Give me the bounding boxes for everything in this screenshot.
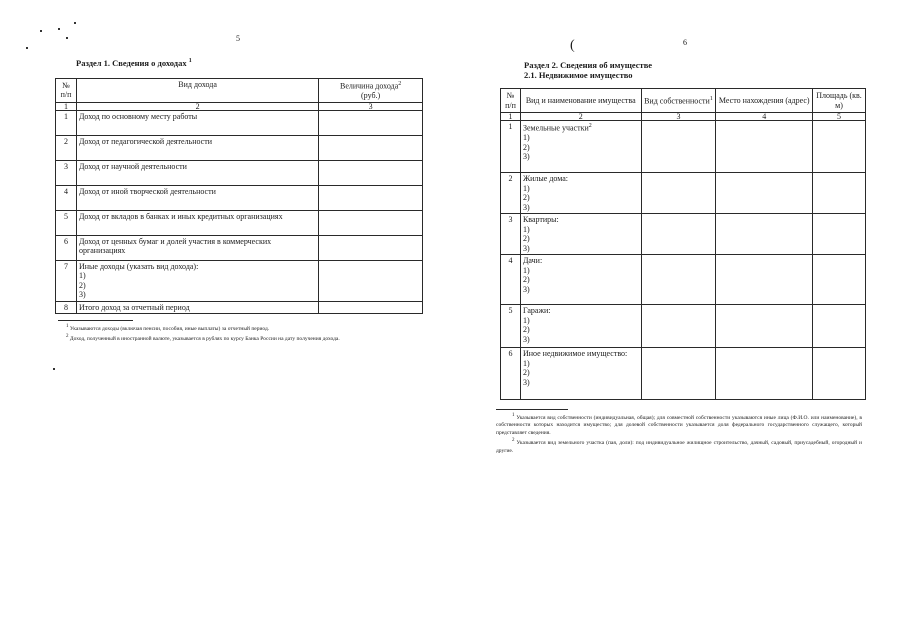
location-cell[interactable]: [716, 305, 813, 348]
header-kind: Вид дохода: [76, 79, 318, 103]
scan-speck: [74, 22, 76, 24]
row-text: [520, 121, 641, 173]
amount-cell[interactable]: [319, 110, 423, 135]
sub-item: 1): [78, 271, 86, 281]
table-row: [501, 348, 866, 400]
footnote-mark: 1: [66, 324, 69, 329]
row-label: Дачи:: [522, 256, 543, 265]
scan-speck: [53, 368, 55, 370]
area-cell[interactable]: [813, 348, 866, 400]
section-title: Раздел 2. Сведения об имуществе: [524, 60, 653, 70]
footnote-text: Указывается вид собственности (индивидуальная, общая); для совместной собственности указываются иные лица (Ф.И.О. или наименование), в собственности которых находится имущество; для долевой собственности указывается доля федерального государственного служащего, который представляет сведения.: [496, 414, 862, 436]
header-ownership: [641, 89, 716, 113]
table-header-row: [56, 79, 423, 103]
index-cell: 1: [56, 102, 77, 110]
row-num: 1: [56, 110, 77, 135]
table-row: [501, 173, 866, 214]
sub-item: 3): [522, 202, 530, 212]
table-row: [56, 235, 423, 260]
stray-mark: (: [570, 38, 575, 53]
row-num: 5: [56, 210, 77, 235]
header-num: № п/п: [501, 89, 521, 113]
amount-cell[interactable]: [319, 135, 423, 160]
row-num: 7: [56, 260, 77, 301]
row-label: Иное недвижимое имущество:: [522, 349, 628, 358]
ownership-cell[interactable]: [641, 214, 716, 255]
footnote: [496, 437, 862, 455]
index-cell: 2: [76, 102, 318, 110]
footnote-mark: 2: [66, 334, 69, 340]
row-text: [520, 255, 641, 305]
location-cell[interactable]: [716, 121, 813, 173]
page-number: 5: [236, 34, 240, 43]
page-number: 6: [683, 38, 687, 47]
row-label: Квартиры:: [522, 215, 559, 224]
index-cell: 4: [716, 113, 813, 121]
row-num: 4: [56, 185, 77, 210]
sub-item: 1): [522, 265, 530, 275]
footnote-text: Доход, полученный в иностранной валюте, указывается в рублях по курсу Банка России на дату получения дохода.: [69, 336, 340, 343]
index-cell: 3: [641, 113, 716, 121]
index-cell: 3: [319, 102, 423, 110]
row-num: 6: [501, 348, 521, 400]
header-location: Место нахождения (адрес): [716, 89, 813, 113]
row-text: Доход по основному месту работы: [76, 110, 318, 135]
sub-item: 2): [522, 368, 530, 377]
ownership-cell[interactable]: [641, 173, 716, 214]
header-num: № п/п: [56, 79, 77, 103]
row-label: Земельные участки: [522, 123, 589, 133]
sub-item: 2): [522, 234, 530, 243]
amount-cell[interactable]: [319, 301, 423, 314]
property-table: [500, 88, 866, 400]
table-row: [56, 135, 423, 160]
area-cell[interactable]: [813, 255, 866, 305]
sub-item: 2): [78, 280, 86, 290]
sub-item: 2): [522, 193, 530, 202]
footnote-ref: 2: [398, 81, 402, 87]
header-amount-text: Величина дохода: [339, 81, 399, 91]
location-cell[interactable]: [716, 255, 813, 305]
amount-cell[interactable]: [319, 185, 423, 210]
footnote-mark: 2: [512, 438, 515, 444]
table-row: [56, 260, 423, 301]
index-row: [501, 113, 866, 121]
sub-item: 3): [522, 243, 530, 253]
row-text: Доход от вкладов в банках и иных кредитных организациях: [76, 210, 318, 235]
sub-item: 3): [78, 290, 86, 300]
footnote: [58, 323, 426, 333]
scan-speck: [66, 37, 68, 39]
index-cell: 1: [501, 113, 521, 121]
footnote: [58, 333, 426, 343]
table-row: [56, 110, 423, 135]
row-text: Итого доход за отчетный период: [76, 301, 318, 314]
footnote: [496, 412, 862, 437]
income-table: [55, 78, 423, 314]
row-label: Жилые дома:: [522, 174, 569, 183]
ownership-cell[interactable]: [641, 305, 716, 348]
area-cell[interactable]: [813, 173, 866, 214]
row-text: [76, 260, 318, 301]
table-row: [501, 305, 866, 348]
index-row: [56, 102, 423, 110]
scan-speck: [26, 47, 28, 49]
row-label: Иные доходы (указать вид дохода):: [78, 261, 199, 271]
index-cell: 2: [520, 113, 641, 121]
table-row: [501, 255, 866, 305]
ownership-cell[interactable]: [641, 255, 716, 305]
table-header-row: [501, 89, 866, 113]
footnote-separator: [58, 320, 133, 321]
row-text: [520, 173, 641, 214]
header-amount: [319, 79, 423, 103]
sub-item: 2): [522, 142, 530, 152]
area-cell[interactable]: [813, 121, 866, 173]
ownership-cell[interactable]: [641, 121, 716, 173]
row-text: Доход от научной деятельности: [76, 160, 318, 185]
footnote-text: Указываются доходы (включая пенсии, пособия, иные выплаты) за отчетный период.: [69, 325, 270, 332]
index-cell: 5: [813, 113, 866, 121]
row-text: Доход от педагогической деятельности: [76, 135, 318, 160]
sub-item: 1): [522, 358, 530, 368]
sub-item: 3): [522, 334, 530, 344]
footnote-separator: [496, 409, 568, 410]
row-text: [520, 305, 641, 348]
area-cell[interactable]: [813, 305, 866, 348]
table-row: [56, 210, 423, 235]
row-num: 2: [501, 173, 521, 214]
row-label: Гаражи:: [522, 306, 551, 315]
table-row: [501, 214, 866, 255]
footnotes: [58, 323, 426, 344]
row-num: 1: [501, 121, 521, 173]
section-title-text: Раздел 1. Сведения о доходах: [76, 57, 187, 68]
amount-cell[interactable]: [319, 235, 423, 260]
amount-cell[interactable]: [319, 160, 423, 185]
sub-item: 3): [522, 377, 530, 387]
sub-item: 1): [522, 224, 530, 234]
header-name: Вид и наименование имущества: [520, 89, 641, 113]
location-cell[interactable]: [716, 348, 813, 400]
header-area: Площадь (кв. м): [813, 89, 866, 113]
footnote-ref: 1: [709, 95, 713, 102]
row-num: 3: [56, 160, 77, 185]
table-row: [56, 185, 423, 210]
row-num: 2: [56, 135, 77, 160]
table-row: [56, 160, 423, 185]
sub-item: 3): [522, 152, 530, 162]
location-cell[interactable]: [716, 214, 813, 255]
row-num: 3: [501, 214, 521, 255]
row-text: Доход от иной творческой деятельности: [76, 185, 318, 210]
scan-speck: [40, 30, 42, 32]
footnote-ref: 1: [188, 58, 192, 64]
header-ownership-text: Вид собственности: [644, 96, 710, 106]
sub-item: 2): [522, 325, 530, 334]
table-row: [56, 301, 423, 314]
sub-item: 2): [522, 275, 530, 284]
scan-speck: [58, 28, 60, 30]
area-cell[interactable]: [813, 214, 866, 255]
row-num: 6: [56, 235, 77, 260]
footnote-text: Указывается вид земельного участка (пая, доли): под индивидуальное жилищное строительство, дачный, садовый, приусадебный, огородный и другие.: [496, 440, 863, 454]
amount-cell[interactable]: [319, 260, 423, 301]
row-text: [520, 214, 641, 255]
table-row: [501, 121, 866, 173]
sub-item: 3): [522, 284, 530, 294]
row-num: 4: [501, 255, 521, 305]
subsection-title: 2.1. Недвижимое имущество: [524, 70, 633, 80]
row-text: [520, 348, 641, 400]
footnote-ref: 2: [588, 123, 592, 129]
row-num: 8: [56, 301, 77, 314]
amount-cell[interactable]: [319, 210, 423, 235]
section-title: [76, 56, 192, 68]
sub-item: 1): [522, 315, 530, 325]
sub-item: 1): [522, 133, 530, 143]
location-cell[interactable]: [716, 173, 813, 214]
footnote-mark: 1: [512, 413, 515, 418]
header-amount-unit: (руб.): [361, 91, 381, 101]
footnotes: [496, 412, 862, 455]
row-num: 5: [501, 305, 521, 348]
row-text: Доход от ценных бумаг и долей участия в коммерческих организациях: [76, 235, 318, 260]
sub-item: 1): [522, 183, 530, 193]
ownership-cell[interactable]: [641, 348, 716, 400]
